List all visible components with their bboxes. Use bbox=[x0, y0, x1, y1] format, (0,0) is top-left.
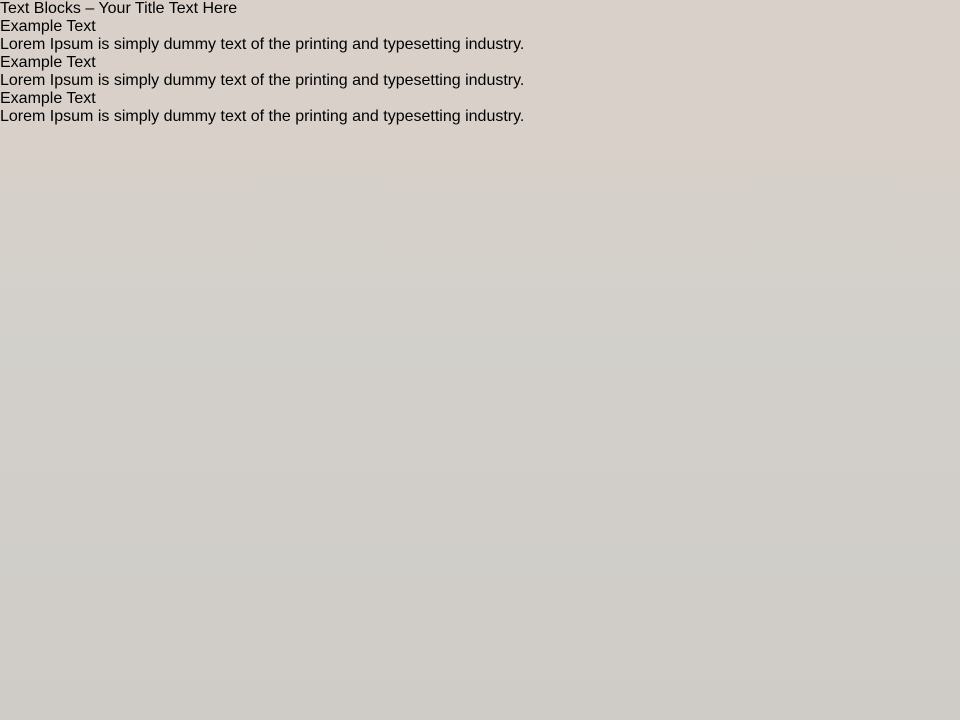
text-block-2-label: Example Text bbox=[0, 54, 96, 71]
slide-title-separator: – bbox=[85, 0, 95, 17]
text-block-3-label: Example Text bbox=[0, 90, 96, 107]
text-block-1-body: Lorem Ipsum is simply dummy text of the printing and typesetting industry. bbox=[0, 36, 525, 53]
text-block-3-body: Lorem Ipsum is simply dummy text of the printing and typesetting industry. bbox=[0, 108, 525, 125]
slide-title-regular: Your Title Text Here bbox=[98, 0, 238, 17]
text-block-1-label: Example Text bbox=[0, 18, 96, 35]
text-block-2-body: Lorem Ipsum is simply dummy text of the printing and typesetting industry. bbox=[0, 72, 525, 89]
slide-title-bold: Text Blocks bbox=[0, 0, 81, 17]
